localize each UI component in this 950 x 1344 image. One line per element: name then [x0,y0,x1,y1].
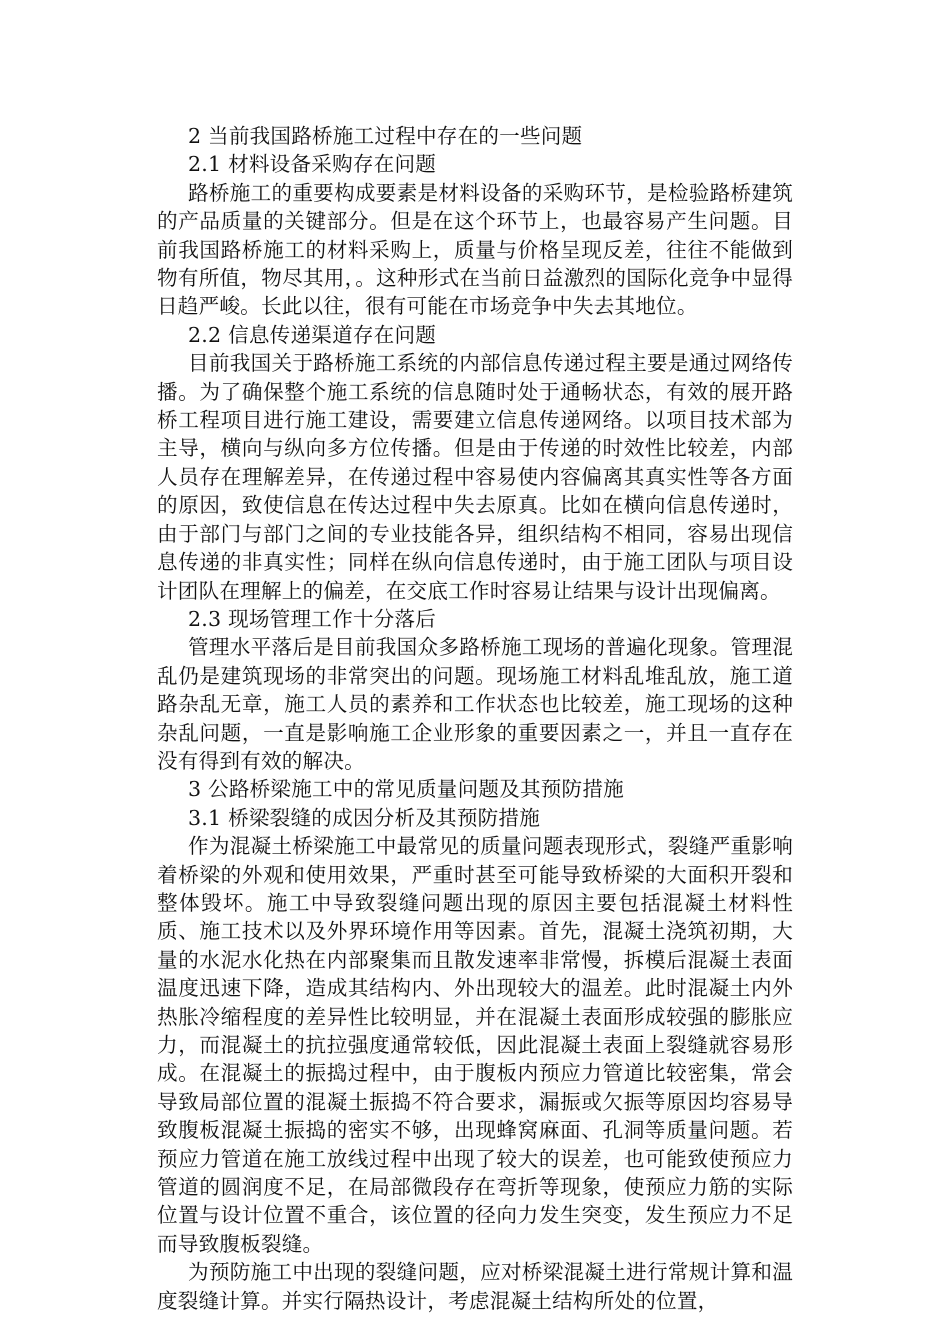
body-paragraph: 目前我国关于路桥施工系统的内部信息传递过程主要是通过网络传播。为了确保整个施工系统的信息随时处于通畅状态，有效的展开路桥工程项目进行施工建设，需要建立信息传递网络。以项目技术部为主导，横向与纵向多方位传播。但是由于传递的时效性比较差，内部人员存在理解差异，在传递过程中容易使内容偏离其真实性等各方面的原因，致使信息在传达过程中失去原真。比如在横向信息传递时，由于部门与部门之间的专业技能各异，组织结构不相同，容易出现信息传递的非真实性；同样在纵向信息传递时，由于施工团队与项目设计团队在理解上的偏差，在交底工作时容易让结果与设计出现偏离。 [157,351,793,603]
section-heading: 2 当前我国路桥施工过程中存在的一些问题 [188,124,583,148]
body-paragraph: 路桥施工的重要构成要素是材料设备的采购环节，是检验路桥建筑的产品质量的关键部分。但是在这个环节上，也最容易产生问题。目前我国路桥施工的材料采购上，质量与价格呈现反差，往往不能做到物有所值，物尽其用，。这种形式在当前日益激烈的国际化竞争中显得日趋严峻。长此以往，很有可能在市场竞争中失去其地位。 [157,180,793,319]
body-paragraph: 为预防施工中出现的裂缝问题，应对桥梁混凝土进行常规计算和温度裂缝计算。并实行隔热设计，考虑混凝土结构所处的位置， [157,1260,793,1313]
subsection-heading: 2.1 材料设备采购存在问题 [188,152,437,177]
section-heading: 3 公路桥梁施工中的常见质量问题及其预防措施 [188,777,624,802]
subsection-heading: 2.2 信息传递渠道存在问题 [188,322,437,347]
subsection-heading: 2.3 现场管理工作十分落后 [188,606,437,631]
document-body [157,122,793,1315]
subsection-heading: 3.1 桥梁裂缝的成因分析及其预防措施 [188,805,541,830]
body-paragraph: 管理水平落后是目前我国众多路桥施工现场的普遍化现象。管理混乱仍是建筑现场的非常突出的问题。现场施工材料乱堆乱放，施工道路杂乱无章，施工人员的素养和工作状态也比较差，施工现场的这种杂乱问题，一直是影响施工企业形象的重要因素之一，并且一直存在没有得到有效的解决。 [157,635,793,773]
body-paragraph: 作为混凝土桥梁施工中最常见的质量问题表现形式，裂缝严重影响着桥梁的外观和使用效果，严重时甚至可能导致桥梁的大面积开裂和整体毁坏。施工中导致裂缝问题出现的原因主要包括混凝土材料性质、施工技术以及外界环境作用等因素。首先，混凝土浇筑初期，大量的水泥水化热在内部聚集而且散发速率非常慢，拆模后混凝土表面温度迅速下降，造成其结构内、外出现较大的温差。此时混凝土内外热胀冷缩程度的差异性比较明显，并在混凝土表面形成较强的膨胀应力，而混凝土的抗拉强度通常较低，因此混凝土表面上裂缝就容易形成。在混凝土的振捣过程中，由于腹板内预应力管道比较密集，常会导致局部位置的混凝土振捣不符合要求，漏振或欠振等原因均容易导致腹板混凝土振捣的密实不够，出现蜂窝麻面、孔洞等质量问题。若预应力管道在施工放线过程中出现了较大的误差，也可能致使预应力管道的圆润度不足，在局部微段存在弯折等现象，使预应力筋的实际位置与设计位置不重合，该位置的径向力发生突变，发生预应力不足而导致腹板裂缝。 [157,834,793,1256]
